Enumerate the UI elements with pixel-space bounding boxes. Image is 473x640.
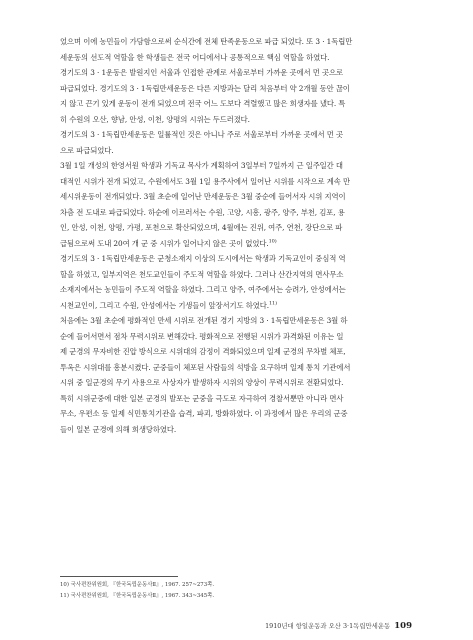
paragraph-4: 3월 1일 개성의 한영서원 학생과 기독교 목사가 계획하여 3일부터 7일까지 근 일주일간 대 대적인 시위가 전개 되었고, 수원에서도 3월 1일 용주사에서 일어난 시위를 시작으로 계속 만 세시위운동이 전개되었다. 3월 초순에 일어난 만세운동은 3월 중순에 들어서자 시위 지역이 차츰 전 도내로 파급되었다. 하순에 이르러서는 수원, 고양, 시흥, 광주, 양주, 부천, 김포, 용 인, 안성, 이천, 양평, 가평, 포천으로 확산되었으며, 4월에는 진위, 여주, 연천, 장단으로 파 급됨으로써 도내 20여 개 군 중 시위가 일어나지 않은 곳이 없었다.$^{10)}$: [60, 161, 350, 248]
running-footer: [265, 621, 412, 631]
footnote-10: 10) 국사편찬위원회, 『한국독립운동사Ⅱ』, 1967. 257~273쪽.: [60, 582, 215, 588]
footnote-ref-11[interactable]: 11): [268, 300, 277, 307]
paragraph-6: 처음에는 3월 초순에 평화적인 만세 시위로 전개된 경기 지방의 3 · 1독립만세운동은 3월 하 순에 들어서면서 점차 무력시위로 변해갔다. 평화적으로 전행된 시위가 과격화된 이유는 일 제 군경의 무자비한 진압 방식으로 시위대의 감정이 격화되었으며 일제 군경의 무차별 체포, 투옥은 시위대를 흥분시켰다. 군중들이 체포된 사람들의 석방을 요구하며 일제 통치 기관에서 시위 중 일군경의 무기 사용으로 사상자가 발생하자 시위의 양상이 무력시위로 전환되었다. 특히 시위군중에 대한 일본 군경의 발포는 군중을 극도로 자극하여 경찰서뿐만 아니라 면사 무소, 우편소 등 일제 식민통치기관을 습격, 파괴, 방화하였다. 이 과정에서 많은 우리의 군중 들이 일본 군경에 의해 희생당하였다.: [60, 316, 351, 434]
page-body: [60, 34, 416, 437]
page-number: 109: [394, 621, 412, 631]
paragraph-3: 경기도의 3 · 1독립만세운동은 일률적인 것은 아니나 주로 서울로부터 가까운 곳에서 먼 곳 으로 파급되었다.: [60, 130, 343, 155]
paragraph-2: 경기도의 3 · 1운동은 발원지인 서울과 인접한 관계로 서울로부터 가까운 곳에서 먼 곳으로 파급되었다. 경기도의 3 · 1독립만세운동은 다른 지방과는 달리 처음부터 약 2개월 동안 끊이 지 않고 끈기 있게 운동이 전개 되었으며 전국 어느 도보다 격렬했고 많은 희생자를 냈다. 특 히 수원의 오산, 향남, 안성, 이천, 양평의 시위는 두드러졌다.: [60, 68, 350, 124]
footnote-divider: [60, 576, 178, 577]
paragraph-1: 었으며 이에 농민들이 가담함으로써 순식간에 전체 탄족운동으로 파급 되었다. 또 3 · 1독립만 세운동의 선도적 역할을 한 학생들은 전국 어디에서나 공통적으로 핵심 역할을 하였다.: [60, 37, 353, 62]
footnote-ref-10[interactable]: 10): [268, 238, 277, 245]
footnote-11: 11) 국사편찬위원회, 『한국독립운동사Ⅱ』, 1967. 343~345쪽.: [60, 593, 215, 599]
paragraph-5: 경기도의 3 · 1독립만세운동은 군청소재지 이상의 도시에서는 학생과 기독교인이 중심적 역 할을 하였고, 일부지역은 천도교인들이 주도적 역할을 하였다. 그러나 산간지역의 면사무소 소재지에서는 농민들이 주도적 역할을 하였다. 그리고 양주, 여주에서는 승려가, 안성에서는 시천교인이, 그리고 수원, 안성에서는 기생들이 앞장서기도 하였다.$^{11)}$: [60, 254, 346, 310]
footnotes: [60, 580, 360, 602]
footer-title: 1910년대 항일운동과 오산 3·1독립만세운동: [265, 622, 391, 630]
